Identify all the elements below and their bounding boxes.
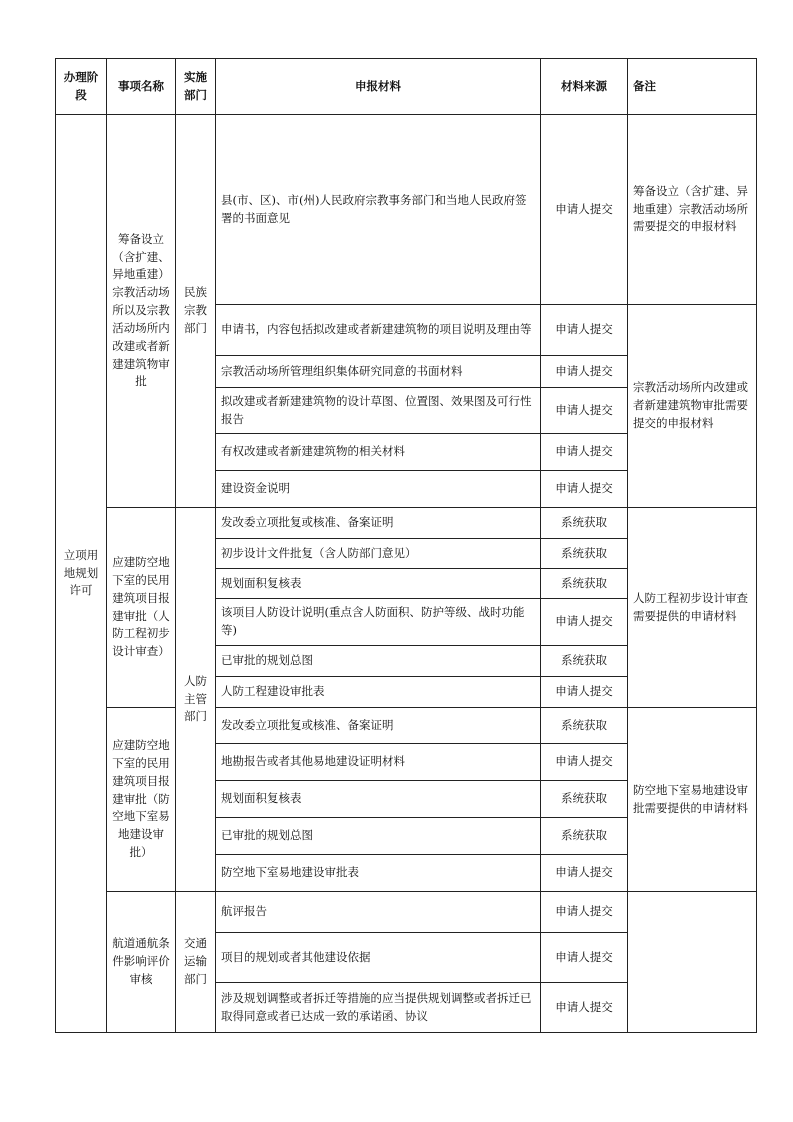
source-cell: 系统获取 bbox=[541, 508, 628, 539]
material-cell: 地勘报告或者其他易地建设证明材料 bbox=[216, 744, 541, 781]
source-cell: 申请人提交 bbox=[541, 599, 628, 646]
source-cell: 系统获取 bbox=[541, 539, 628, 569]
note-cell: 人防工程初步设计审查需要提供的申请材料 bbox=[628, 508, 757, 708]
header-materials: 申报材料 bbox=[216, 59, 541, 115]
material-cell: 航评报告 bbox=[216, 892, 541, 933]
dept-cell: 交通运输部门 bbox=[176, 892, 216, 1033]
source-cell: 申请人提交 bbox=[541, 983, 628, 1033]
header-stage: 办理阶段 bbox=[56, 59, 107, 115]
material-cell: 有权改建或者新建建筑物的相关材料 bbox=[216, 434, 541, 471]
header-item: 事项名称 bbox=[107, 59, 176, 115]
source-cell: 申请人提交 bbox=[541, 115, 628, 305]
table-row bbox=[56, 508, 757, 539]
source-cell: 系统获取 bbox=[541, 781, 628, 818]
source-cell: 申请人提交 bbox=[541, 744, 628, 781]
item-name: 应建防空地下室的民用建筑项目报建审批（人防工程初步设计审查） bbox=[107, 508, 176, 708]
table-row bbox=[56, 115, 757, 305]
material-cell: 已审批的规划总图 bbox=[216, 646, 541, 677]
material-cell: 县(市、区)、市(州)人民政府宗教事务部门和当地人民政府签署的书面意见 bbox=[216, 115, 541, 305]
source-cell: 系统获取 bbox=[541, 708, 628, 744]
source-cell: 申请人提交 bbox=[541, 471, 628, 508]
material-cell: 规划面积复核表 bbox=[216, 781, 541, 818]
material-cell: 人防工程建设审批表 bbox=[216, 677, 541, 708]
header-dept: 实施部门 bbox=[176, 59, 216, 115]
material-cell: 防空地下室易地建设审批表 bbox=[216, 855, 541, 892]
header-row bbox=[56, 59, 757, 115]
material-cell: 拟改建或者新建建筑物的设计草图、位置图、效果图及可行性报告 bbox=[216, 388, 541, 434]
dept-cell: 民族宗教部门 bbox=[176, 115, 216, 508]
dept-cell: 人防主管部门 bbox=[176, 508, 216, 892]
material-cell: 申请书，内容包括拟改建或者新建建筑物的项目说明及理由等 bbox=[216, 305, 541, 356]
source-cell: 系统获取 bbox=[541, 646, 628, 677]
material-cell: 该项目人防设计说明(重点含人防面积、防护等级、战时功能等) bbox=[216, 599, 541, 646]
item-name: 应建防空地下室的民用建筑项目报建审批（防空地下室易地建设审批） bbox=[107, 708, 176, 892]
source-cell: 申请人提交 bbox=[541, 388, 628, 434]
material-cell: 宗教活动场所管理组织集体研究同意的书面材料 bbox=[216, 356, 541, 388]
source-cell: 申请人提交 bbox=[541, 677, 628, 708]
source-cell: 申请人提交 bbox=[541, 356, 628, 388]
material-cell: 发改委立项批复或核准、备案证明 bbox=[216, 708, 541, 744]
note-cell: 筹备设立（含扩建、异地重建）宗教活动场所需要提交的申报材料 bbox=[628, 115, 757, 305]
item-name: 航道通航条件影响评价审核 bbox=[107, 892, 176, 1033]
source-cell: 申请人提交 bbox=[541, 933, 628, 983]
note-cell bbox=[628, 892, 757, 1033]
source-cell: 申请人提交 bbox=[541, 305, 628, 356]
header-source: 材料来源 bbox=[541, 59, 628, 115]
material-cell: 规划面积复核表 bbox=[216, 569, 541, 599]
source-cell: 申请人提交 bbox=[541, 434, 628, 471]
header-note: 备注 bbox=[628, 59, 757, 115]
note-cell: 宗教活动场所内改建或者新建建筑物审批需要提交的申报材料 bbox=[628, 305, 757, 508]
source-cell: 系统获取 bbox=[541, 818, 628, 855]
material-cell: 初步设计文件批复（含人防部门意见） bbox=[216, 539, 541, 569]
table-row bbox=[56, 892, 757, 933]
source-cell: 申请人提交 bbox=[541, 855, 628, 892]
source-cell: 申请人提交 bbox=[541, 892, 628, 933]
item-name: 筹备设立（含扩建、异地重建）宗教活动场所以及宗教活动场所内改建或者新建建筑物审批 bbox=[107, 115, 176, 508]
material-cell: 项目的规划或者其他建设依据 bbox=[216, 933, 541, 983]
stage-cell: 立项用地规划许可 bbox=[56, 115, 107, 1033]
material-cell: 建设资金说明 bbox=[216, 471, 541, 508]
note-cell: 防空地下室易地建设审批需要提供的申请材料 bbox=[628, 708, 757, 892]
table-row bbox=[56, 708, 757, 744]
material-cell: 已审批的规划总图 bbox=[216, 818, 541, 855]
source-cell: 系统获取 bbox=[541, 569, 628, 599]
material-cell: 涉及规划调整或者拆迁等措施的应当提供规划调整或者拆迁已取得同意或者已达成一致的承诺函、协议 bbox=[216, 983, 541, 1033]
materials-table bbox=[55, 58, 757, 1033]
material-cell: 发改委立项批复或核准、备案证明 bbox=[216, 508, 541, 539]
